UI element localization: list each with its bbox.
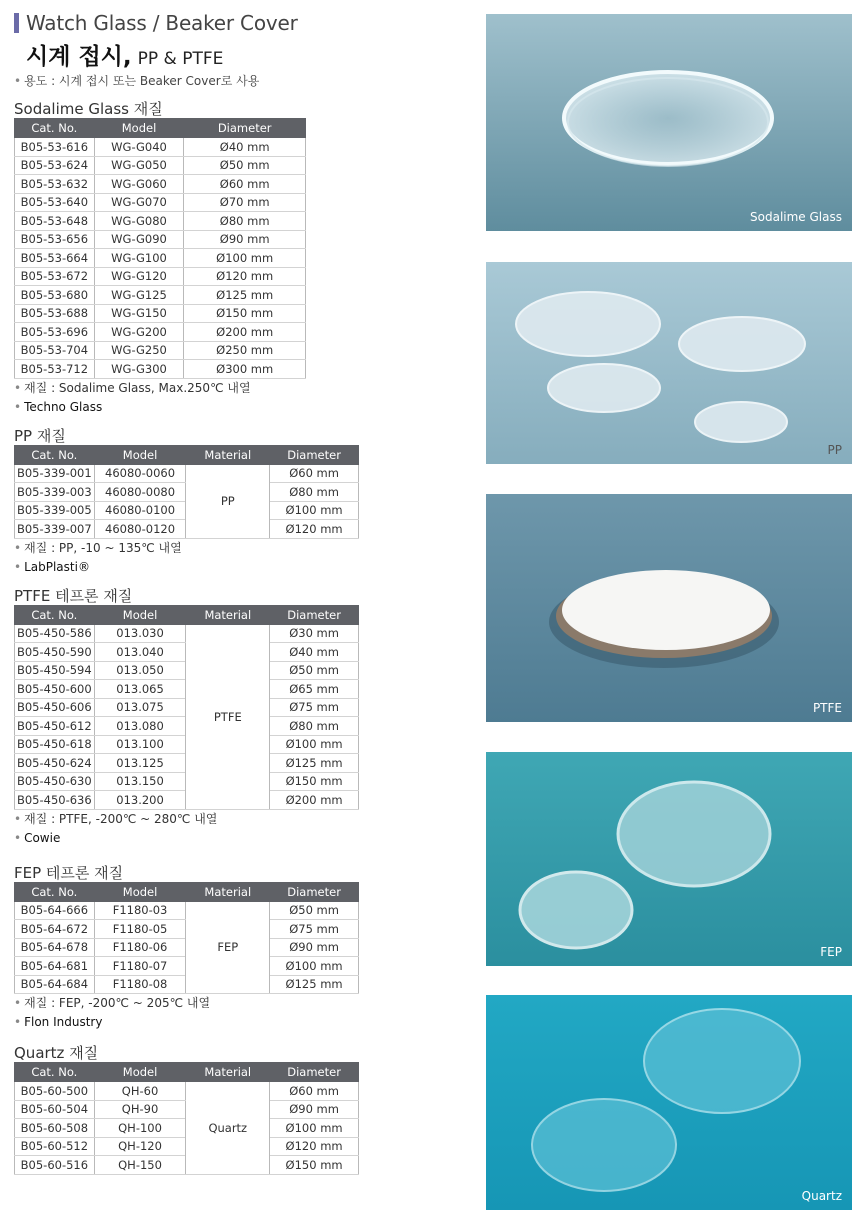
diameter-cell: Ø150 mm	[270, 1156, 359, 1175]
photo-sodalime-glass	[486, 14, 852, 231]
model-cell: WG-G050	[94, 156, 184, 175]
cat-no-cell: B05-450-630	[15, 772, 95, 791]
bullet-icon: •	[14, 559, 22, 574]
cat-no-cell: B05-53-712	[15, 360, 95, 379]
note-text: 재질 : FEP, -200℃ ~ 205℃ 내열	[24, 996, 211, 1010]
cat-no-cell: B05-53-664	[15, 249, 95, 268]
cat-no-cell: B05-450-590	[15, 643, 95, 662]
page-title-ko-sub: PP & PTFE	[137, 49, 224, 69]
diameter-cell: Ø120 mm	[184, 267, 306, 286]
table-row	[15, 323, 306, 342]
diameter-cell: Ø50 mm	[184, 156, 306, 175]
bullet-icon: •	[14, 1015, 22, 1029]
table-row	[15, 1082, 359, 1101]
model-cell: 013.200	[94, 791, 186, 810]
section-title-quartz: Quartz 재질	[14, 1044, 99, 1062]
model-cell: 46080-0060	[94, 464, 186, 483]
brand-text: LabPlasti®	[24, 559, 90, 574]
cat-no-cell: B05-53-648	[15, 212, 95, 231]
table-row	[15, 138, 306, 157]
diameter-cell: Ø100 mm	[270, 735, 359, 754]
section-title-fep: FEP 테프론 재질	[14, 863, 124, 882]
model-cell: WG-G150	[94, 304, 184, 323]
cat-no-cell: B05-339-003	[15, 483, 95, 502]
model-cell: WG-G070	[94, 193, 184, 212]
cat-no-cell: B05-450-624	[15, 754, 95, 773]
model-cell: F1180-06	[94, 938, 186, 957]
diameter-cell: Ø100 mm	[270, 957, 359, 976]
cat-no-cell: B05-339-007	[15, 520, 95, 539]
cat-no-cell: B05-64-681	[15, 957, 95, 976]
col-header: Material	[186, 445, 270, 464]
cat-no-cell: B05-60-500	[15, 1082, 95, 1101]
diameter-cell: Ø300 mm	[184, 360, 306, 379]
diameter-cell: Ø65 mm	[270, 680, 359, 699]
model-cell: WG-G120	[94, 267, 184, 286]
bullet-icon: •	[14, 399, 22, 414]
page-title-ko-row	[14, 38, 364, 68]
ptfe-illustration	[486, 494, 852, 722]
model-cell: F1180-07	[94, 957, 186, 976]
model-cell: WG-G250	[94, 341, 184, 360]
cat-no-cell: B05-64-666	[15, 901, 95, 920]
col-header: Model	[94, 445, 186, 464]
model-cell: 46080-0100	[94, 501, 186, 520]
material-cell: FEP	[186, 901, 270, 994]
model-cell: F1180-05	[94, 920, 186, 939]
diameter-cell: Ø50 mm	[270, 901, 359, 920]
col-header: Model	[94, 605, 186, 624]
col-header: Material	[186, 1063, 270, 1082]
diameter-cell: Ø125 mm	[270, 754, 359, 773]
model-cell: WG-G100	[94, 249, 184, 268]
table-row	[15, 360, 306, 379]
table-row	[15, 286, 306, 305]
diameter-cell: Ø40 mm	[270, 643, 359, 662]
col-header: Diameter	[184, 119, 306, 138]
model-cell: QH-120	[94, 1137, 186, 1156]
diameter-cell: Ø80 mm	[270, 717, 359, 736]
cat-no-cell: B05-60-512	[15, 1137, 95, 1156]
diameter-cell: Ø250 mm	[184, 341, 306, 360]
table-row	[15, 267, 306, 286]
bullet-icon: •	[14, 74, 22, 88]
photo-caption: FEP	[820, 945, 842, 959]
cat-no-cell: B05-53-672	[15, 267, 95, 286]
model-cell: QH-60	[94, 1082, 186, 1101]
model-cell: QH-150	[94, 1156, 186, 1175]
section-title-pp: PP 재질	[14, 426, 66, 445]
photo-caption: Quartz	[801, 1189, 842, 1203]
table-row	[15, 212, 306, 231]
cat-no-cell: B05-450-636	[15, 791, 95, 810]
photo-caption: Sodalime Glass	[750, 210, 842, 224]
model-cell: QH-90	[94, 1100, 186, 1119]
col-header: Cat. No.	[15, 1063, 95, 1082]
diameter-cell: Ø75 mm	[270, 698, 359, 717]
title-accent-bar	[14, 13, 19, 33]
col-header: Cat. No.	[15, 445, 95, 464]
sodalime-brand	[14, 398, 364, 417]
note-text: 재질 : PP, -10 ~ 135℃ 내열	[24, 540, 182, 555]
page-title-en: Watch Glass / Beaker Cover	[26, 11, 298, 35]
col-header: Model	[94, 882, 186, 901]
col-header: Diameter	[270, 445, 359, 464]
photo-fep	[486, 752, 852, 966]
diameter-cell: Ø100 mm	[270, 1119, 359, 1138]
diameter-cell: Ø125 mm	[184, 286, 306, 305]
model-cell: 013.075	[94, 698, 186, 717]
diameter-cell: Ø120 mm	[270, 1137, 359, 1156]
cat-no-cell: B05-64-678	[15, 938, 95, 957]
bullet-icon: •	[14, 540, 22, 555]
model-cell: WG-G300	[94, 360, 184, 379]
diameter-cell: Ø60 mm	[270, 1082, 359, 1101]
model-cell: F1180-08	[94, 975, 186, 994]
diameter-cell: Ø75 mm	[270, 920, 359, 939]
table-row	[15, 249, 306, 268]
model-cell: 013.100	[94, 735, 186, 754]
cat-no-cell: B05-53-640	[15, 193, 95, 212]
col-header: Model	[94, 119, 184, 138]
ptfe-material-note	[14, 810, 364, 829]
material-cell: PP	[186, 464, 270, 538]
cat-no-cell: B05-450-612	[15, 717, 95, 736]
col-header: Material	[186, 605, 270, 624]
title-row	[14, 10, 364, 36]
pp-illustration	[486, 262, 852, 464]
model-cell: 013.150	[94, 772, 186, 791]
table-quartz	[14, 1062, 359, 1175]
col-header: Diameter	[270, 882, 359, 901]
col-header: Diameter	[270, 1063, 359, 1082]
diameter-cell: Ø90 mm	[270, 1100, 359, 1119]
brand-text: Cowie	[24, 830, 61, 845]
photo-quartz	[486, 995, 852, 1210]
table-pp	[14, 445, 359, 539]
diameter-cell: Ø80 mm	[184, 212, 306, 231]
table-row	[15, 901, 359, 920]
col-header: Model	[94, 1063, 186, 1082]
brand-text: Techno Glass	[24, 399, 103, 414]
diameter-cell: Ø60 mm	[270, 464, 359, 483]
page-title-ko: 시계 접시,	[26, 44, 132, 70]
photo-caption: PTFE	[812, 701, 842, 715]
section-title-ptfe: PTFE 테프론 재질	[14, 586, 133, 605]
cat-no-cell: B05-53-696	[15, 323, 95, 342]
usage-note	[14, 72, 364, 90]
model-cell: WG-G090	[94, 230, 184, 249]
diameter-cell: Ø80 mm	[270, 483, 359, 502]
cat-no-cell: B05-60-504	[15, 1100, 95, 1119]
section-title-sodalime: Sodalime Glass 재질	[14, 100, 163, 118]
cat-no-cell: B05-450-600	[15, 680, 95, 699]
table-row	[15, 304, 306, 323]
diameter-cell: Ø120 mm	[270, 520, 359, 539]
brand-text: Flon Industry	[24, 1015, 103, 1029]
cat-no-cell: B05-64-684	[15, 975, 95, 994]
cat-no-cell: B05-53-704	[15, 341, 95, 360]
diameter-cell: Ø70 mm	[184, 193, 306, 212]
diameter-cell: Ø150 mm	[184, 304, 306, 323]
diameter-cell: Ø30 mm	[270, 624, 359, 643]
cat-no-cell: B05-64-672	[15, 920, 95, 939]
diameter-cell: Ø90 mm	[270, 938, 359, 957]
catalog-content	[14, 10, 364, 1175]
diameter-cell: Ø60 mm	[184, 175, 306, 194]
table-fep	[14, 882, 359, 995]
table-row	[15, 464, 359, 483]
sodalime-glass-illustration	[486, 14, 852, 231]
model-cell: WG-G125	[94, 286, 184, 305]
cat-no-cell: B05-53-616	[15, 138, 95, 157]
cat-no-cell: B05-53-680	[15, 286, 95, 305]
photo-pp	[486, 262, 852, 464]
cat-no-cell: B05-53-656	[15, 230, 95, 249]
model-cell: 46080-0120	[94, 520, 186, 539]
col-header: Cat. No.	[15, 605, 95, 624]
bullet-icon: •	[14, 830, 22, 845]
sodalime-material-note	[14, 379, 364, 398]
diameter-cell: Ø125 mm	[270, 975, 359, 994]
ptfe-brand	[14, 829, 364, 848]
fep-illustration	[486, 752, 852, 966]
table-row	[15, 156, 306, 175]
diameter-cell: Ø150 mm	[270, 772, 359, 791]
col-header: Cat. No.	[15, 119, 95, 138]
diameter-cell: Ø40 mm	[184, 138, 306, 157]
note-text: 재질 : Sodalime Glass, Max.250℃ 내열	[24, 380, 251, 395]
col-header: Cat. No.	[15, 882, 95, 901]
model-cell: 013.080	[94, 717, 186, 736]
col-header: Material	[186, 882, 270, 901]
model-cell: WG-G200	[94, 323, 184, 342]
model-cell: QH-100	[94, 1119, 186, 1138]
model-cell: WG-G060	[94, 175, 184, 194]
cat-no-cell: B05-60-508	[15, 1119, 95, 1138]
photo-ptfe	[486, 494, 852, 722]
model-cell: F1180-03	[94, 901, 186, 920]
model-cell: 013.050	[94, 661, 186, 680]
cat-no-cell: B05-60-516	[15, 1156, 95, 1175]
bullet-icon: •	[14, 380, 22, 395]
material-cell: PTFE	[186, 624, 270, 809]
model-cell: 013.065	[94, 680, 186, 699]
quartz-illustration	[486, 995, 852, 1210]
model-cell: 013.125	[94, 754, 186, 773]
diameter-cell: Ø200 mm	[184, 323, 306, 342]
cat-no-cell: B05-53-624	[15, 156, 95, 175]
pp-material-note	[14, 539, 364, 558]
cat-no-cell: B05-53-632	[15, 175, 95, 194]
table-row	[15, 175, 306, 194]
table-ptfe	[14, 605, 359, 810]
model-cell: 013.040	[94, 643, 186, 662]
fep-brand	[14, 1013, 364, 1032]
cat-no-cell: B05-450-606	[15, 698, 95, 717]
col-header: Diameter	[270, 605, 359, 624]
diameter-cell: Ø100 mm	[184, 249, 306, 268]
cat-no-cell: B05-450-594	[15, 661, 95, 680]
note-text: 재질 : PTFE, -200℃ ~ 280℃ 내열	[24, 811, 218, 826]
diameter-cell: Ø50 mm	[270, 661, 359, 680]
table-row	[15, 341, 306, 360]
cat-no-cell: B05-450-618	[15, 735, 95, 754]
material-cell: Quartz	[186, 1082, 270, 1175]
cat-no-cell: B05-339-001	[15, 464, 95, 483]
model-cell: 013.030	[94, 624, 186, 643]
table-row	[15, 230, 306, 249]
cat-no-cell: B05-450-586	[15, 624, 95, 643]
fep-material-note	[14, 994, 364, 1013]
photo-caption: PP	[827, 443, 842, 457]
pp-brand	[14, 558, 364, 577]
bullet-icon: •	[14, 996, 22, 1010]
cat-no-cell: B05-339-005	[15, 501, 95, 520]
table-row	[15, 624, 359, 643]
model-cell: WG-G080	[94, 212, 184, 231]
table-sodalime	[14, 118, 306, 379]
table-row	[15, 193, 306, 212]
diameter-cell: Ø100 mm	[270, 501, 359, 520]
model-cell: WG-G040	[94, 138, 184, 157]
cat-no-cell: B05-53-688	[15, 304, 95, 323]
model-cell: 46080-0080	[94, 483, 186, 502]
diameter-cell: Ø90 mm	[184, 230, 306, 249]
bullet-icon: •	[14, 811, 22, 826]
usage-text: 용도 : 시계 접시 또는 Beaker Cover로 사용	[24, 74, 260, 88]
diameter-cell: Ø200 mm	[270, 791, 359, 810]
